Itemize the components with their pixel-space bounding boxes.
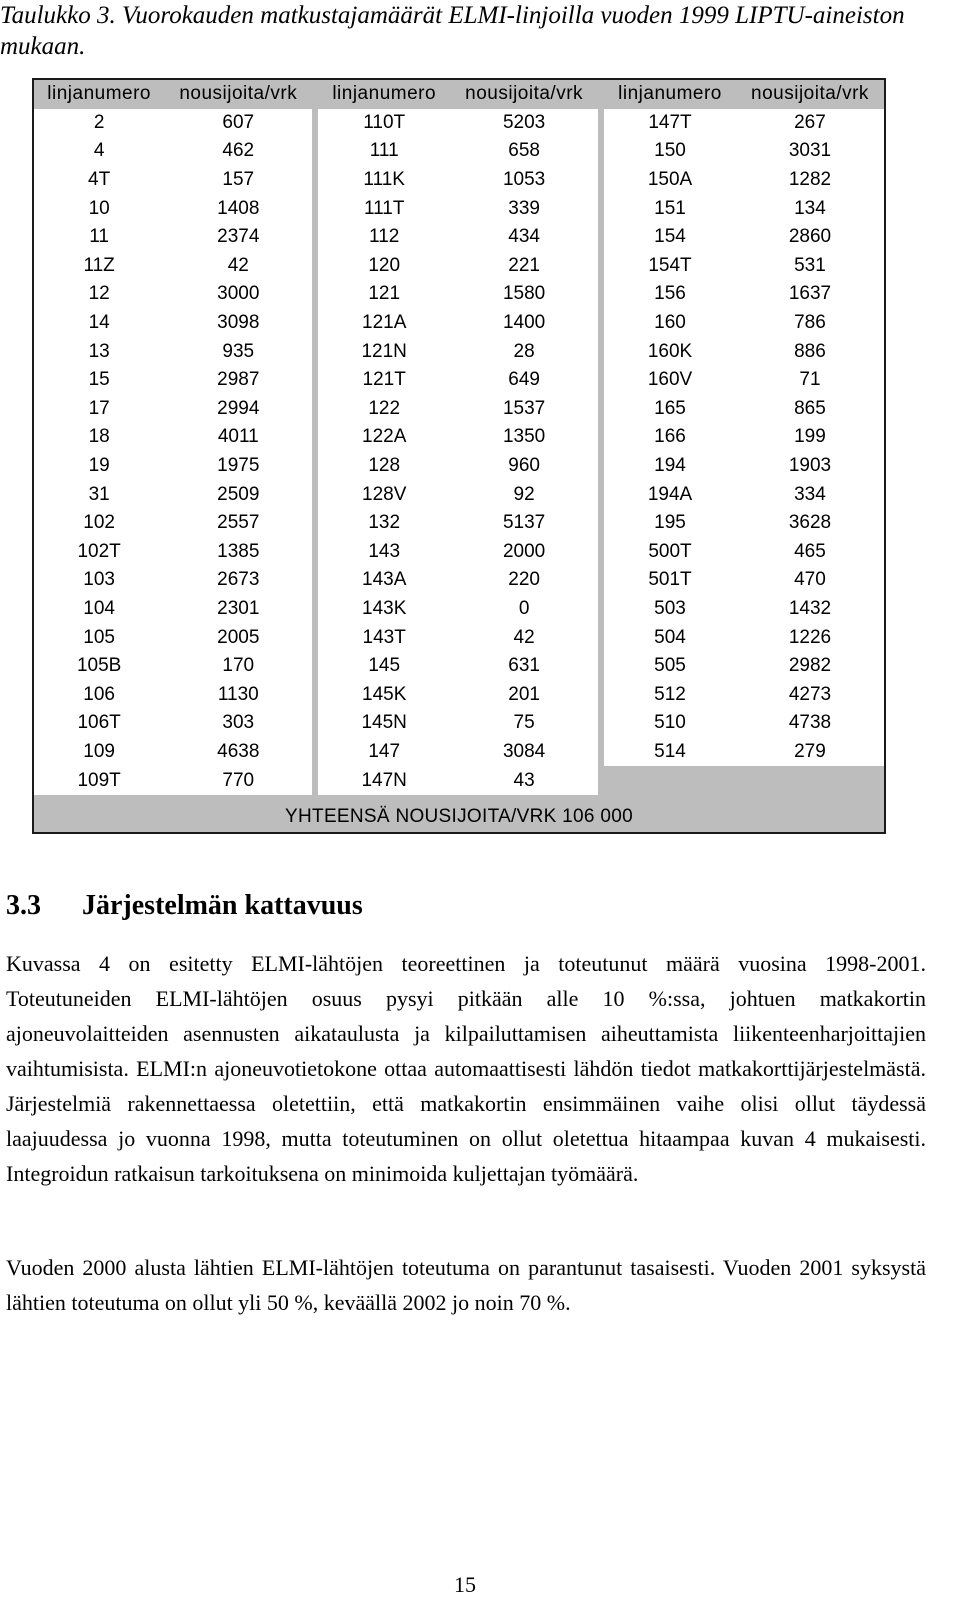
table-cell: 1637 [736, 280, 884, 309]
table-cell [598, 766, 736, 795]
table-row [34, 137, 884, 166]
table-row [34, 652, 884, 681]
table-cell: 11Z [34, 252, 164, 281]
table-cell: 2557 [164, 509, 312, 538]
table-cell: 109T [34, 766, 164, 795]
table-cell: 31 [34, 480, 164, 509]
table-cell: 15 [34, 366, 164, 395]
table-row [34, 223, 884, 252]
table-cell: 18 [34, 423, 164, 452]
table-cell: 462 [164, 137, 312, 166]
table-cell: 4638 [164, 738, 312, 767]
table-row [34, 709, 884, 738]
table-cell: 2374 [164, 223, 312, 252]
table-total: YHTEENSÄ NOUSIJOITA/VRK 106 000 [285, 806, 633, 827]
table-cell: 607 [164, 109, 312, 138]
table-cell: 2509 [164, 480, 312, 509]
table-cell: 1975 [164, 452, 312, 481]
page-number: 15 [454, 1572, 476, 1597]
section-title: Järjestelmän kattavuus [82, 890, 363, 921]
table-cell: 121A [312, 309, 450, 338]
table-cell: 120 [312, 252, 450, 281]
table-cell: 1053 [450, 166, 598, 195]
table-cell: 128 [312, 452, 450, 481]
table-cell: 194A [598, 480, 736, 509]
table-cell: 3031 [736, 137, 884, 166]
table-cell: 17 [34, 395, 164, 424]
table-cell: 132 [312, 509, 450, 538]
table-cell: 109 [34, 738, 164, 767]
table-cell: 105 [34, 623, 164, 652]
table-cell: 935 [164, 337, 312, 366]
table-cell: 3098 [164, 309, 312, 338]
ridership-table [34, 80, 884, 795]
table-cell: 170 [164, 652, 312, 681]
body-paragraph-2: Vuoden 2000 alusta lähtien ELMI-lähtöjen toteutuma on parantunut tasaisesti. Vuoden 2001 syksystä lähtien toteutuma on ollut yli 50 %, keväällä 2002 jo noin 70 %. [6, 1255, 926, 1315]
table-cell: 71 [736, 366, 884, 395]
table-cell: 121N [312, 337, 450, 366]
table-cell: 0 [450, 595, 598, 624]
table-cell: 221 [450, 252, 598, 281]
table-cell: 104 [34, 595, 164, 624]
table-row [34, 309, 884, 338]
table-row [34, 280, 884, 309]
table-cell: 4T [34, 166, 164, 195]
table-cell: 143T [312, 623, 450, 652]
table-cell: 1130 [164, 680, 312, 709]
table-cell: 106T [34, 709, 164, 738]
table-cell: 531 [736, 252, 884, 281]
table-cell: 2000 [450, 538, 598, 567]
table-cell: 1537 [450, 395, 598, 424]
table-row [34, 509, 884, 538]
section-heading [6, 890, 363, 922]
table-cell: 147N [312, 766, 450, 795]
table-cell: 143 [312, 538, 450, 567]
table-cell: 1226 [736, 623, 884, 652]
table-cell: 505 [598, 652, 736, 681]
table-cell: 1385 [164, 538, 312, 567]
column-header: nousijoita/vrk [751, 83, 869, 105]
table-cell: 3628 [736, 509, 884, 538]
table-cell: 470 [736, 566, 884, 595]
table-cell: 195 [598, 509, 736, 538]
section-number: 3.3 [6, 890, 41, 921]
table-cell: 786 [736, 309, 884, 338]
table-cell: 2987 [164, 366, 312, 395]
column-header: nousijoita/vrk [465, 83, 584, 105]
table-cell: 503 [598, 595, 736, 624]
table-cell: 111 [312, 137, 450, 166]
table-cell: 165 [598, 395, 736, 424]
table-cell: 145N [312, 709, 450, 738]
table-cell: 4273 [736, 680, 884, 709]
table-cell: 865 [736, 395, 884, 424]
table-cell: 110T [312, 109, 450, 138]
table-cell: 105B [34, 652, 164, 681]
table-cell: 2673 [164, 566, 312, 595]
table-cell: 334 [736, 480, 884, 509]
table-cell: 145K [312, 680, 450, 709]
table-row [34, 252, 884, 281]
table-cell: 160 [598, 309, 736, 338]
table-caption: Taulukko 3. Vuorokauden matkustajamäärät ELMI-linjoilla vuoden 1999 LIPTU-aineiston mukaan. [0, 2, 905, 60]
table-cell: 465 [736, 538, 884, 567]
table-cell: 1400 [450, 309, 598, 338]
table-cell: 631 [450, 652, 598, 681]
table-row [34, 538, 884, 567]
table-cell: 5203 [450, 109, 598, 138]
table-cell: 75 [450, 709, 598, 738]
table-cell: 143A [312, 566, 450, 595]
table-row [34, 109, 884, 138]
table-cell: 122 [312, 395, 450, 424]
table-cell: 147T [598, 109, 736, 138]
table-cell: 199 [736, 423, 884, 452]
table-cell: 3000 [164, 280, 312, 309]
table-cell: 10 [34, 194, 164, 223]
table-cell: 121 [312, 280, 450, 309]
table-cell: 1408 [164, 194, 312, 223]
table-cell: 154 [598, 223, 736, 252]
table-cell: 501T [598, 566, 736, 595]
table-cell: 19 [34, 452, 164, 481]
table-cell: 11 [34, 223, 164, 252]
table-cell: 134 [736, 194, 884, 223]
table-cell: 510 [598, 709, 736, 738]
table-row [34, 452, 884, 481]
table-cell: 43 [450, 766, 598, 795]
table-cell: 143K [312, 595, 450, 624]
table-row [34, 423, 884, 452]
column-header: linjanumero [598, 80, 736, 109]
table-cell: 1432 [736, 595, 884, 624]
table-cell: 106 [34, 680, 164, 709]
table-cell: 5137 [450, 509, 598, 538]
table-cell: 102 [34, 509, 164, 538]
table-cell: 128V [312, 480, 450, 509]
table-cell: 111T [312, 194, 450, 223]
table-cell: 2301 [164, 595, 312, 624]
table-cell: 156 [598, 280, 736, 309]
table-row [34, 595, 884, 624]
table-cell: 122A [312, 423, 450, 452]
ridership-table-frame [32, 78, 886, 834]
table-cell: 102T [34, 538, 164, 567]
table-cell: 160V [598, 366, 736, 395]
table-row [34, 194, 884, 223]
table-cell: 121T [312, 366, 450, 395]
table-cell: 28 [450, 337, 598, 366]
table-cell: 886 [736, 337, 884, 366]
table-row [34, 566, 884, 595]
table-cell: 42 [164, 252, 312, 281]
table-row [34, 366, 884, 395]
table-cell: 303 [164, 709, 312, 738]
table-cell: 504 [598, 623, 736, 652]
table-cell: 13 [34, 337, 164, 366]
table-cell: 1903 [736, 452, 884, 481]
table-row [34, 766, 884, 795]
table-cell: 770 [164, 766, 312, 795]
column-header: linjanumero [47, 83, 151, 105]
table-row [34, 680, 884, 709]
table-cell: 201 [450, 680, 598, 709]
table-row [34, 337, 884, 366]
table-cell: 160K [598, 337, 736, 366]
table-row [34, 395, 884, 424]
table-cell: 3084 [450, 738, 598, 767]
table-cell: 2 [34, 109, 164, 138]
table-cell: 112 [312, 223, 450, 252]
table-cell: 42 [450, 623, 598, 652]
table-row [34, 623, 884, 652]
table-row [34, 738, 884, 767]
table-header-row [34, 80, 884, 109]
table-cell: 1580 [450, 280, 598, 309]
table-cell: 4 [34, 137, 164, 166]
table-cell: 12 [34, 280, 164, 309]
column-header: linjanumero [312, 80, 450, 109]
table-cell: 103 [34, 566, 164, 595]
table-cell: 514 [598, 738, 736, 767]
table-cell: 2994 [164, 395, 312, 424]
table-cell: 500T [598, 538, 736, 567]
table-cell: 166 [598, 423, 736, 452]
table-cell: 512 [598, 680, 736, 709]
table-cell: 150 [598, 137, 736, 166]
table-cell: 111K [312, 166, 450, 195]
table-cell: 4738 [736, 709, 884, 738]
table-cell: 147 [312, 738, 450, 767]
table-cell: 14 [34, 309, 164, 338]
table-cell: 2005 [164, 623, 312, 652]
table-cell: 154T [598, 252, 736, 281]
table-cell: 150A [598, 166, 736, 195]
table-cell: 267 [736, 109, 884, 138]
table-row [34, 166, 884, 195]
table-cell: 2860 [736, 223, 884, 252]
table-cell [736, 766, 884, 795]
table-cell: 279 [736, 738, 884, 767]
table-cell: 157 [164, 166, 312, 195]
body-paragraph-1: Kuvassa 4 on esitetty ELMI-lähtöjen teoreettinen ja toteutunut määrä vuosina 1998-2001. Toteutuneiden ELMI-lähtöjen osuus pysyi pitkään alle 10 %:ssa, johtuen matkakortin ajoneuvolaitteiden asennusten aikataulusta ja kilpailuttamisen aiheuttamista liikenteenharjoittajien vaihtumisista. ELMI:n ajoneuvotietokone ottaa automaattisesti lähdön tiedot matkakorttijärjestelmästä. Järjestelmiä rakennettaessa oletettiin, että matkakortin ensimmäinen vaihe olisi ollut täydessä laajuudessa jo vuonna 1998, mutta toteutuminen on ollut oletettua hitaampaa kuvan 4 mukaisesti. Integroidun ratkaisun tarkoituksena on minimoida kuljettajan työmäärä. [6, 951, 926, 1186]
table-cell: 220 [450, 566, 598, 595]
table-cell: 145 [312, 652, 450, 681]
table-cell: 1350 [450, 423, 598, 452]
table-cell: 1282 [736, 166, 884, 195]
table-cell: 92 [450, 480, 598, 509]
table-cell: 434 [450, 223, 598, 252]
table-cell: 194 [598, 452, 736, 481]
table-cell: 151 [598, 194, 736, 223]
table-row [34, 480, 884, 509]
table-cell: 4011 [164, 423, 312, 452]
table-cell: 658 [450, 137, 598, 166]
table-cell: 960 [450, 452, 598, 481]
table-cell: 339 [450, 194, 598, 223]
table-cell: 649 [450, 366, 598, 395]
table-cell: 2982 [736, 652, 884, 681]
column-header: nousijoita/vrk [179, 83, 298, 105]
